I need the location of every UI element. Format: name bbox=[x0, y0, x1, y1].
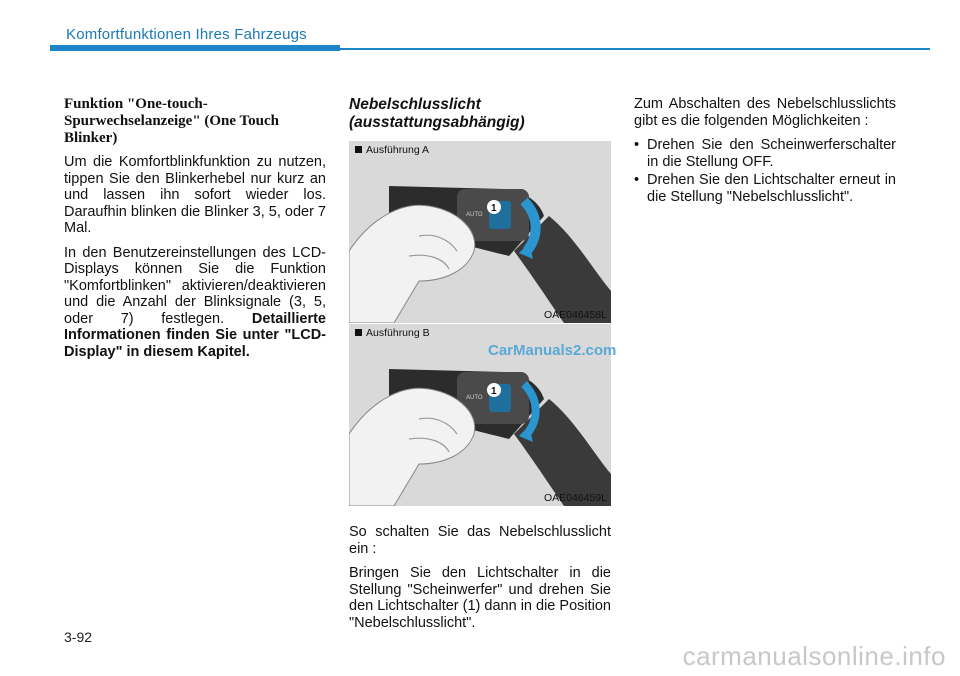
column-middle bbox=[349, 96, 611, 132]
watermark-carmanualsonline: carmanualsonline.info bbox=[682, 641, 946, 671]
watermark-carmanuals2: CarManuals2.com bbox=[488, 342, 617, 359]
paragraph-turn-on-steps: Bringen Sie den Lichtschalter in die Stellung "Scheinwerfer" und drehen Sie den Lichtschalter (1) dann in die Position "Nebelschlusslicht". bbox=[349, 565, 611, 631]
callout-1-a: 1 bbox=[491, 203, 497, 214]
callout-1-b: 1 bbox=[491, 386, 497, 397]
header-bar-thin bbox=[340, 48, 930, 50]
stalk-auto-label-b: AUTO bbox=[466, 395, 483, 401]
column-left bbox=[64, 96, 326, 368]
figure-version-a bbox=[349, 141, 611, 323]
lcd-settings-reference: Detaillierte Informationen finden Sie unter "LCD-Display" in diesem Kapitel. bbox=[64, 310, 326, 360]
figure-b-label bbox=[355, 327, 430, 339]
stalk-illustration-a bbox=[349, 141, 611, 323]
figure-b-square-icon bbox=[355, 329, 362, 336]
stalk-auto-label-a: AUTO bbox=[466, 212, 483, 218]
figure-a-code: OAE046458L bbox=[543, 309, 607, 321]
figure-a-label bbox=[355, 144, 429, 156]
figure-a-label-text: Ausführung A bbox=[366, 144, 430, 156]
column-right bbox=[634, 96, 896, 213]
list-item: • Drehen Sie den Lichtschalter erneut in die Stellung "Nebelschlusslicht". bbox=[634, 172, 896, 205]
paragraph-turn-on-intro: So schalten Sie das Nebelschlusslicht ein : bbox=[349, 524, 611, 557]
header-bar-thick bbox=[50, 45, 340, 51]
paragraph-one-touch-usage: Um die Komfortblinkfunktion zu nutzen, tippen Sie den Blinkerhebel nur kurz an und lassen ihn sofort wieder los. Daraufhin blinken die Blinker 3, 5, oder 7 Mal. bbox=[64, 154, 326, 236]
figure-a-square-icon bbox=[355, 146, 362, 153]
section-heading-fog-light-1: Nebelschlusslicht bbox=[349, 96, 481, 113]
paragraph-turn-off-intro: Zum Abschalten des Nebelschlusslichts gibt es die folgenden Möglichkeiten : bbox=[634, 96, 896, 129]
figure-b-label-text: Ausführung B bbox=[366, 327, 430, 339]
column-middle-lower bbox=[349, 524, 611, 639]
paragraph-lcd-settings bbox=[64, 245, 326, 361]
page-number: 3-92 bbox=[64, 629, 93, 645]
list-item: • Drehen Sie den Scheinwerferschalter in die Stellung OFF. bbox=[634, 137, 896, 170]
figure-b-code: OAE046459L bbox=[543, 492, 607, 504]
turn-off-options-list bbox=[634, 137, 896, 205]
lcd-settings-text: In den Benutzereinstellungen des LCD-Displays können Sie die Funktion "Komfortblinken" aktivieren/deaktivieren und die Anzahl der Blinksignale (3, 5, oder 7) festlegen. bbox=[64, 244, 326, 327]
section-heading-one-touch: Funktion "One-touch-Spurwechselanzeige" (One Touch Blinker) bbox=[64, 96, 280, 146]
section-heading-fog-light-2: (ausstattungsabhängig) bbox=[349, 114, 525, 131]
header-title: Komfortfunktionen Ihres Fahrzeugs bbox=[66, 26, 307, 43]
